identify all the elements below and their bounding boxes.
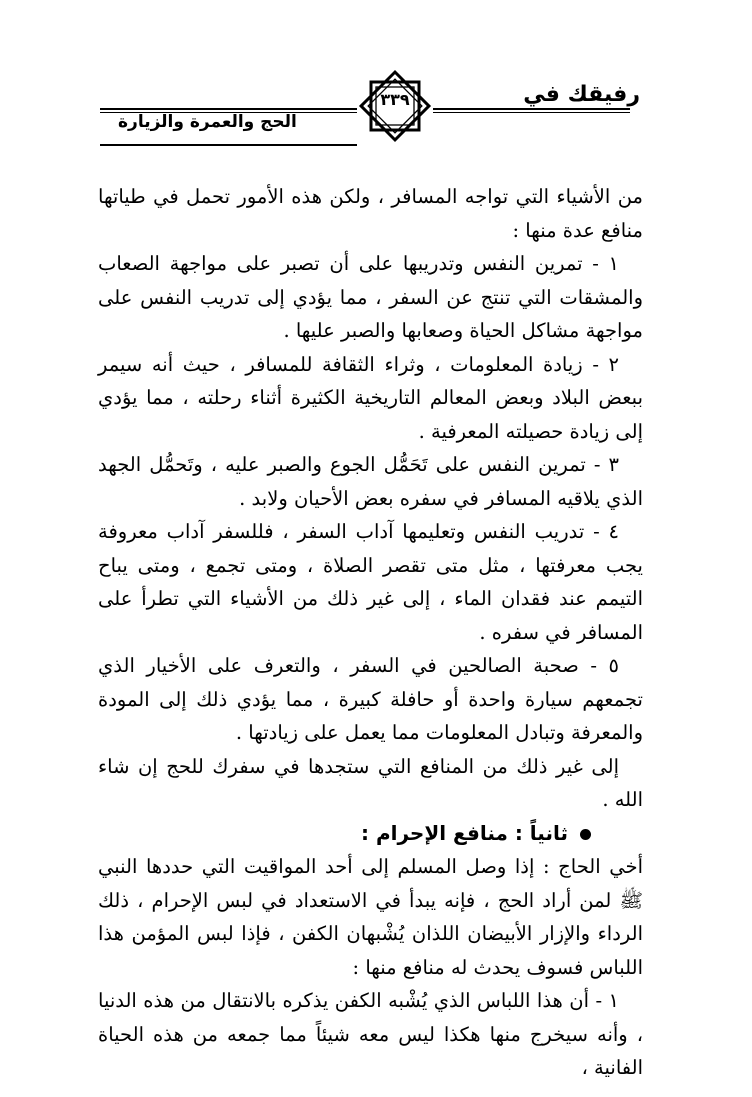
paragraph: ٢ - زيادة المعلومات ، وثراء الثقافة للمسافر ، حيث أنه سيمر ببعض البلاد وبعض المعالم التاريخية الكثيرة أثناء رحلته ، مما يؤدي إلى زيادة حصيلته المعرفية . (98, 352, 643, 443)
section-heading (98, 817, 643, 851)
header-rule (433, 108, 630, 110)
paragraph: ١ - تمرين النفس وتدريبها على أن تصبر على مواجهة الصعاب والمشقات التي تنتج عن السفر ، مما يؤدي إلى تدريب النفس على مواجهة مشاكل الحياة وصعابها والصبر عليها . (98, 252, 643, 342)
page-header (100, 72, 640, 152)
paragraph: ٤ - تدريب النفس وتعليمها آداب السفر ، فللسفر آداب معروفة يجب معرفتها ، مثل متى تقصر الصلاة ، ومتى تجمع ، ومتى يباح التيمم عند فقدان الماء ، إلى غير ذلك من الأشياء التي تطرأ على المسافر في سفره . (98, 520, 643, 644)
header-rule (100, 108, 357, 110)
paragraph: من الأشياء التي تواجه المسافر ، ولكن هذه الأمور تحمل في طياتها منافع عدة منها : (98, 185, 643, 242)
bullet-icon (580, 829, 591, 840)
page-number: ٣٣٩ (380, 90, 410, 109)
paragraph: ٥ - صحبة الصالحين في السفر ، والتعرف على الأخيار الذي تجمعهم سيارة واحدة أو حافلة كبيرة ، مما يؤدي ذلك إلى المودة والمعرفة وتبادل المعلومات مما يعمل على زيادتها . (98, 654, 643, 744)
paragraph: ٣ - تمرين النفس على تَحَمُّل الجوع والصبر عليه ، وتَحمُّل الجهد الذي يلاقيه المسافر في سفره بعض الأحيان ولابد . (98, 453, 643, 510)
header-rule (433, 112, 630, 113)
page-body (98, 180, 643, 1085)
header-rule (100, 144, 357, 146)
header-book-title: رفيقك في (523, 82, 640, 107)
paragraph: ١ - أن هذا اللباس الذي يُشْبه الكفن يذكره بالانتقال من هذه الدنيا ، وأنه سيخرج منها هكذا ليس معه شيئاً مما جمعه من هذه الحياة الفانية ، (98, 989, 643, 1079)
paragraph: إلى غير ذلك من المنافع التي ستجدها في سفرك للحج إن شاء الله . (98, 754, 643, 811)
header-book-subtitle: الحج والعمرة والزيارة (118, 112, 297, 132)
paragraph: أخي الحاج : إذا وصل المسلم إلى أحد المواقيت التي حددها النبي ﷺ لمن أراد الحج ، فإنه يبدأ في الاستعداد في لبس الإحرام ، ذلك الرداء والإزار الأبيضان اللذان يُشْبهان الكفن ، فإذا لبس المؤمن هذا اللباس فسوف يحدث له منافع منها : (98, 855, 643, 979)
header-rule (100, 112, 357, 113)
section-heading-text: ثانياً : منافع الإحرام : (361, 820, 568, 845)
